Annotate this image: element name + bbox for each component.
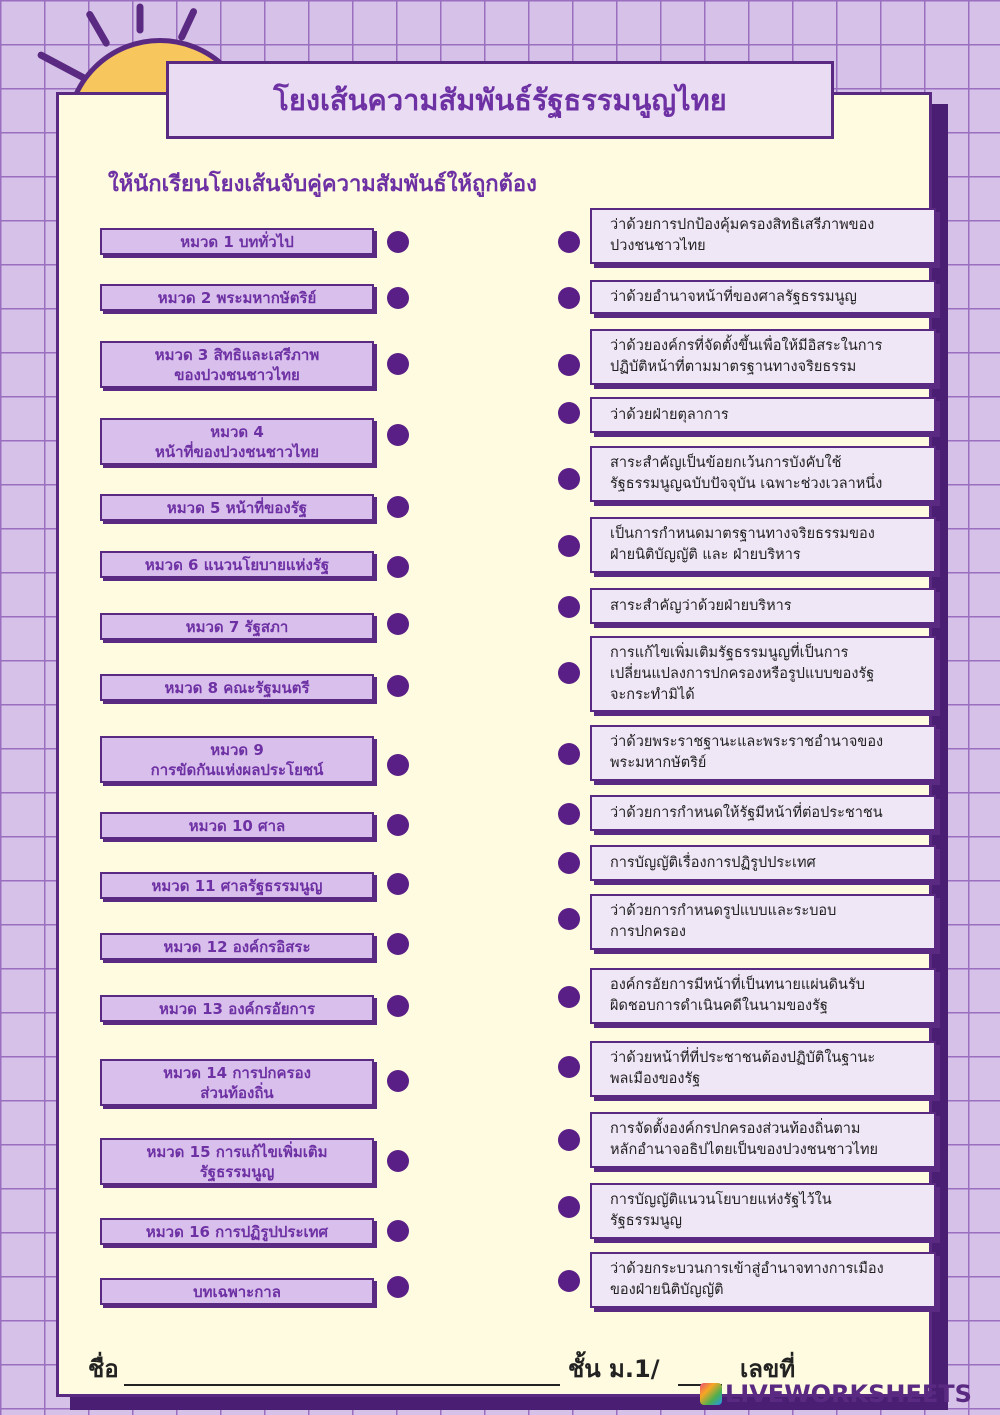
- right-item-8: การแก้ไขเพิ่มเติมรัฐธรรมนูญที่เป็นการ เปลี่ยนแปลงการปกครองหรือรูปแบบของรัฐ จะกระทำมิได้: [590, 636, 936, 712]
- right-connect-dot[interactable]: [558, 596, 580, 618]
- left-connect-dot[interactable]: [387, 287, 409, 309]
- right-connect-dot[interactable]: [558, 468, 580, 490]
- right-item-3: ว่าด้วยองค์กรที่จัดตั้งขึ้นเพื่อให้มีอิสระในการ ปฏิบัติหน้าที่ตามมาตรฐานทางจริยธรรม: [590, 329, 936, 385]
- right-connect-dot[interactable]: [558, 803, 580, 825]
- right-item-4: ว่าด้วยฝ่ายตุลาการ: [590, 397, 936, 433]
- right-connect-dot[interactable]: [558, 1056, 580, 1078]
- right-connect-dot[interactable]: [558, 1196, 580, 1218]
- left-connect-dot[interactable]: [387, 613, 409, 635]
- left-item-12: หมวด 12 องค์กรอิสระ: [100, 933, 374, 960]
- left-item-15: หมวด 15 การแก้ไขเพิ่มเติม รัฐธรรมนูญ: [100, 1138, 374, 1185]
- class-label: ชั้น ม.1/: [568, 1355, 660, 1383]
- right-item-13: องค์กรอัยการมีหน้าที่เป็นทนายแผ่นดินรับ ผิดชอบการดำเนินคดีในนามของรัฐ: [590, 968, 936, 1024]
- right-item-15: การจัดตั้งองค์กรปกครองส่วนท้องถิ่นตาม หลักอำนาจอธิปไตยเป็นของปวงชนชาวไทย: [590, 1112, 936, 1168]
- left-connect-dot[interactable]: [387, 1150, 409, 1172]
- right-item-1: ว่าด้วยการปกป้องคุ้มครองสิทธิเสรีภาพของ ปวงชนชาวไทย: [590, 208, 936, 264]
- left-connect-dot[interactable]: [387, 1070, 409, 1092]
- right-connect-dot[interactable]: [558, 743, 580, 765]
- number-label: เลขที่: [740, 1355, 796, 1383]
- right-connect-dot[interactable]: [558, 908, 580, 930]
- left-item-5: หมวด 5 หน้าที่ของรัฐ: [100, 494, 374, 521]
- right-connect-dot[interactable]: [558, 1129, 580, 1151]
- left-item-4: หมวด 4 หน้าที่ของปวงชนชาวไทย: [100, 418, 374, 465]
- brand-watermark: [700, 1380, 972, 1408]
- left-item-1: หมวด 1 บททั่วไป: [100, 228, 374, 255]
- left-item-11: หมวด 11 ศาลรัฐธรรมนูญ: [100, 872, 374, 899]
- instruction-text: ให้นักเรียนโยงเส้นจับคู่ความสัมพันธ์ให้ถูกต้อง: [108, 172, 537, 197]
- right-item-12: ว่าด้วยการกำหนดรูปแบบและระบอบ การปกครอง: [590, 894, 936, 950]
- right-connect-dot[interactable]: [558, 986, 580, 1008]
- right-item-6: เป็นการกำหนดมาตรฐานทางจริยธรรมของ ฝ่ายนิติบัญญัติ และ ฝ่ายบริหาร: [590, 517, 936, 573]
- left-connect-dot[interactable]: [387, 814, 409, 836]
- page-title: โยงเส้นความสัมพันธ์รัฐธรรมนูญไทย: [166, 61, 834, 139]
- name-field-line[interactable]: [124, 1384, 560, 1386]
- left-connect-dot[interactable]: [387, 424, 409, 446]
- left-connect-dot[interactable]: [387, 556, 409, 578]
- left-item-2: หมวด 2 พระมหากษัตริย์: [100, 284, 374, 311]
- left-item-7: หมวด 7 รัฐสภา: [100, 613, 374, 640]
- right-item-16: การบัญญัติแนวนโยบายแห่งรัฐไว้ใน รัฐธรรมนูญ: [590, 1183, 936, 1239]
- left-connect-dot[interactable]: [387, 675, 409, 697]
- right-item-10: ว่าด้วยการกำหนดให้รัฐมีหน้าที่ต่อประชาชน: [590, 795, 936, 831]
- left-connect-dot[interactable]: [387, 933, 409, 955]
- brand-logo-icon: [700, 1383, 722, 1405]
- right-connect-dot[interactable]: [558, 402, 580, 424]
- right-item-14: ว่าด้วยหน้าที่ที่ประชาชนต้องปฏิบัติในฐานะ พลเมืองของรัฐ: [590, 1041, 936, 1097]
- left-item-9: หมวด 9 การขัดกันแห่งผลประโยชน์: [100, 736, 374, 783]
- right-item-5: สาระสำคัญเป็นข้อยกเว้นการบังคับใช้ รัฐธรรมนูญฉบับปัจจุบัน เฉพาะช่วงเวลาหนึ่ง: [590, 446, 936, 502]
- left-item-16: หมวด 16 การปฏิรูปประเทศ: [100, 1218, 374, 1245]
- right-connect-dot[interactable]: [558, 287, 580, 309]
- left-item-6: หมวด 6 แนวนโยบายแห่งรัฐ: [100, 551, 374, 578]
- right-connect-dot[interactable]: [558, 535, 580, 557]
- left-connect-dot[interactable]: [387, 1276, 409, 1298]
- right-item-9: ว่าด้วยพระราชฐานะและพระราชอำนาจของ พระมหากษัตริย์: [590, 725, 936, 781]
- brand-text: LIVEWORKSHEETS: [725, 1380, 972, 1408]
- left-connect-dot[interactable]: [387, 873, 409, 895]
- left-item-3: หมวด 3 สิทธิและเสรีภาพ ของปวงชนชาวไทย: [100, 341, 374, 388]
- right-connect-dot[interactable]: [558, 662, 580, 684]
- left-item-17: บทเฉพาะกาล: [100, 1278, 374, 1305]
- left-item-8: หมวด 8 คณะรัฐมนตรี: [100, 674, 374, 701]
- left-item-14: หมวด 14 การปกครอง ส่วนท้องถิ่น: [100, 1059, 374, 1106]
- left-connect-dot[interactable]: [387, 754, 409, 776]
- right-item-2: ว่าด้วยอำนาจหน้าที่ของศาลรัฐธรรมนูญ: [590, 280, 936, 314]
- left-connect-dot[interactable]: [387, 995, 409, 1017]
- right-connect-dot[interactable]: [558, 1270, 580, 1292]
- left-connect-dot[interactable]: [387, 353, 409, 375]
- left-item-13: หมวด 13 องค์กรอัยการ: [100, 995, 374, 1022]
- right-item-17: ว่าด้วยกระบวนการเข้าสู่อำนาจทางการเมือง ของฝ่ายนิติบัญญัติ: [590, 1252, 936, 1308]
- left-connect-dot[interactable]: [387, 231, 409, 253]
- left-item-10: หมวด 10 ศาล: [100, 812, 374, 839]
- right-connect-dot[interactable]: [558, 354, 580, 376]
- left-connect-dot[interactable]: [387, 496, 409, 518]
- left-connect-dot[interactable]: [387, 1220, 409, 1242]
- right-connect-dot[interactable]: [558, 852, 580, 874]
- right-connect-dot[interactable]: [558, 231, 580, 253]
- name-label: ชื่อ: [88, 1355, 119, 1383]
- right-item-7: สาระสำคัญว่าด้วยฝ่ายบริหาร: [590, 588, 936, 624]
- right-item-11: การบัญญัติเรื่องการปฏิรูปประเทศ: [590, 845, 936, 881]
